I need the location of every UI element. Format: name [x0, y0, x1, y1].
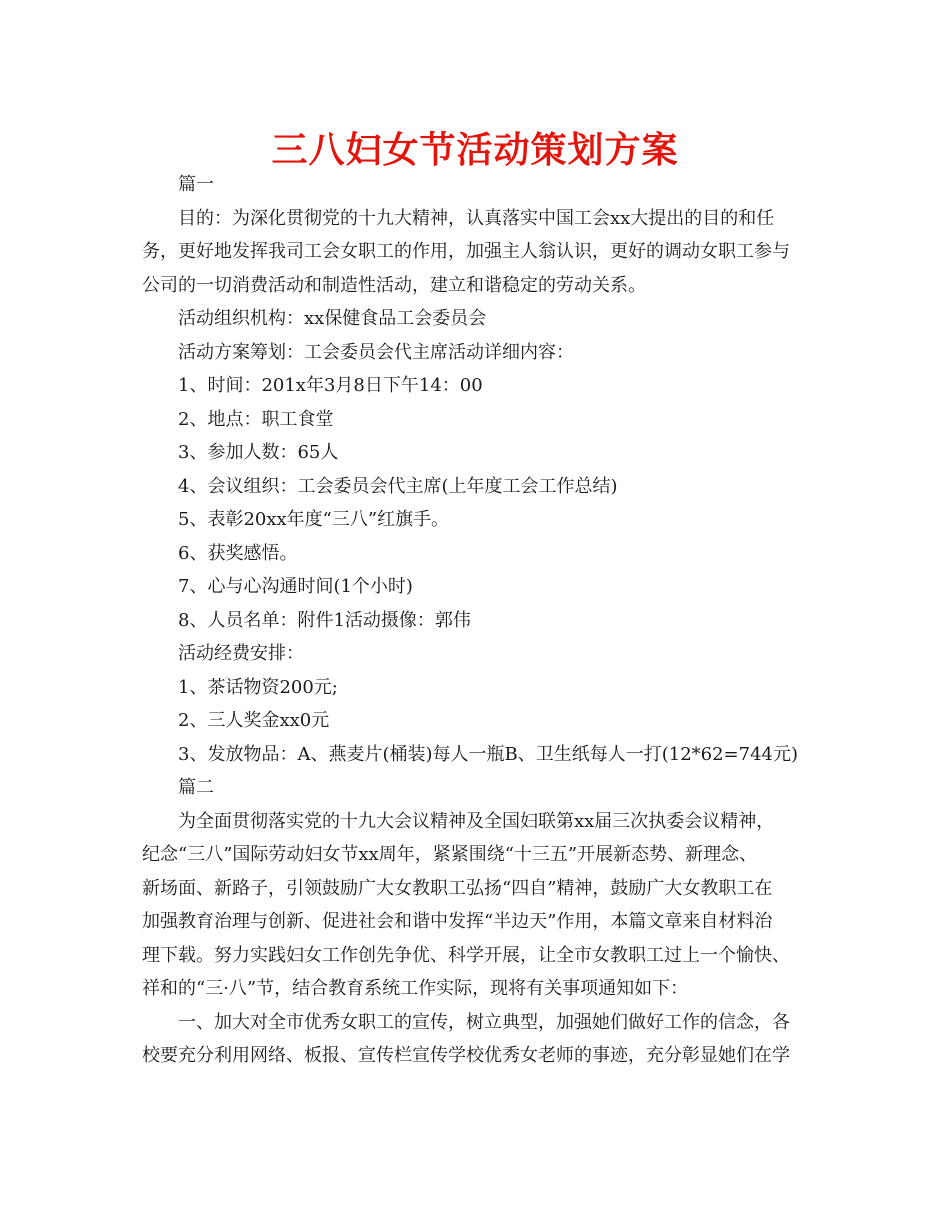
paragraph-line: 一、加大对全市优秀女职工的宣传，树立典型，加强她们做好工作的信念，各: [178, 1011, 790, 1033]
paragraph-line: 活动经费安排：: [178, 643, 304, 664]
list-item: 6、获奖感悟。: [178, 542, 298, 564]
paragraph-line: 校要充分利用网络、板报、宣传栏宣传学校优秀女老师的事迹，充分彰显她们在学: [142, 1045, 790, 1066]
list-item: 8、人员名单：附件1活动摄像：郭伟: [178, 609, 471, 631]
list-item: 2、三人奖金xx0元: [178, 710, 330, 731]
list-item: 7、心与心沟通时间(1个小时): [178, 576, 413, 597]
document-body: [142, 168, 814, 1073]
paragraph-line: 祥和的“三·八”节，结合教育系统工作实际，现将有关事项通知如下：: [142, 978, 689, 999]
section-heading-1: 篇一: [178, 174, 214, 195]
paragraph-line: 务，更好地发挥我司工会女职工的作用，加强主人翁认识，更好的调动女职工参与: [142, 241, 790, 262]
paragraph-line: 加强教育治理与创新、促进社会和谐中发挥“半边天”作用，本篇文章来自材料治: [142, 911, 773, 932]
paragraph-line: 纪念“三八”国际劳动妇女节xx周年，紧紧围绕“十三五”开展新态势、新理念、: [142, 844, 758, 865]
list-item: 2、地点：职工食堂: [178, 408, 334, 430]
paragraph-line: 活动组织机构：xx保健食品工会委员会: [178, 308, 487, 329]
list-item: 1、时间：201x年3月8日下午14：00: [178, 375, 483, 396]
list-item: 3、参加人数：65人: [178, 442, 339, 463]
paragraph-line: 活动方案筹划：工会委员会代主席活动详细内容：: [178, 341, 574, 363]
paragraph-line: 公司的一切消费活动和制造性活动，建立和谐稳定的劳动关系。: [142, 274, 646, 296]
paragraph-line: 为全面贯彻落实党的十九大会议精神及全国妇联第xx届三次执委会议精神，: [178, 810, 775, 832]
paragraph-line: 新场面、新路子，引领鼓励广大女教职工弘扬“四自”精神，鼓励广大女教职工在: [142, 877, 773, 899]
paragraph-line: 目的：为深化贯彻党的十九大精神，认真落实中国工会xx大提出的目的和任: [178, 207, 775, 229]
paragraph-line: 理下载。努力实践妇女工作创先争优、科学开展，让全市女教职工过上一个愉快、: [142, 944, 790, 966]
list-item: 4、会议组织：工会委员会代主席(上年度工会工作总结): [178, 475, 618, 497]
list-item: 3、发放物品：A、燕麦片(桶装)每人一瓶B、卫生纸每人一打(12*62=744元): [178, 743, 799, 765]
section-heading-2: 篇二: [178, 777, 214, 798]
list-item: 5、表彰20xx年度“三八”红旗手。: [178, 509, 450, 530]
document-title: 三八妇女节活动策划方案: [271, 130, 679, 171]
list-item: 1、茶话物资200元;: [178, 676, 338, 698]
